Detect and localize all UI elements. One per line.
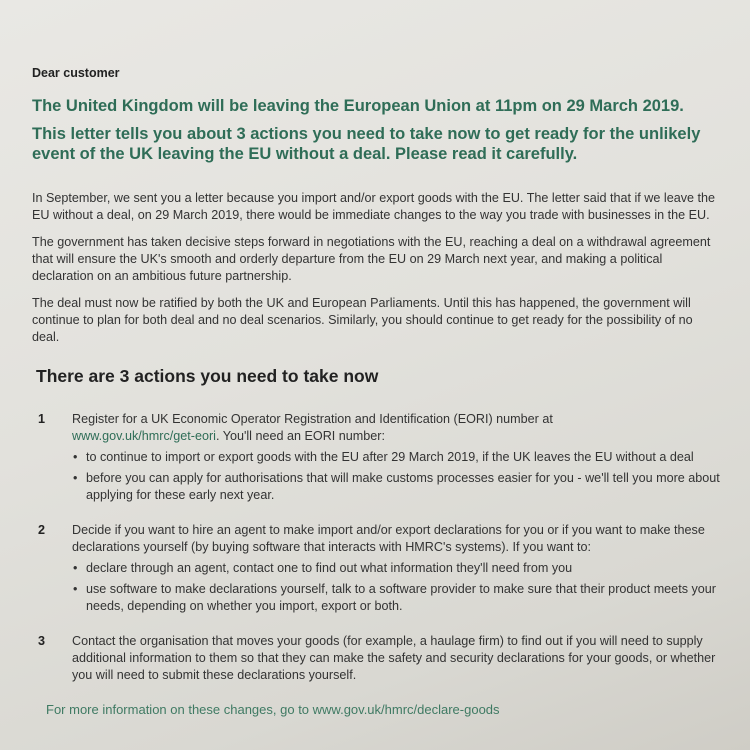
footer-more-info: For more information on these changes, go to www.gov.uk/hmrc/declare-goods — [46, 702, 500, 717]
headline-leaving-eu: The United Kingdom will be leaving the European Union at 11pm on 29 March 2019. — [32, 97, 684, 115]
action-item-3 — [32, 633, 720, 684]
action-item-1 — [32, 411, 720, 508]
section-title: There are 3 actions you need to take now — [36, 366, 379, 386]
bullet-list — [72, 560, 720, 615]
paragraph-government-deal: The government has taken decisive steps forward in negotiations with the EU, reaching a deal on a withdrawal agreement that will ensure the UK's smooth and orderly departure from the EU on 29 March next year, and making a political declaration on an ambitious future partnership. — [32, 235, 711, 283]
bullet-item: • to continue to import or export goods with the EU after 29 March 2019, if the UK leaves the EU without a deal — [72, 449, 720, 466]
headline-actions-intro: This letter tells you about 3 actions you need to take now to get ready for the unlikely event of the UK leaving the EU without a deal. Please read it carefully. — [32, 125, 701, 163]
bullet-item: • before you can apply for authorisations that will make customs processes easier for you - we'll tell you more about applying for these early next year. — [72, 470, 720, 504]
action-body — [72, 633, 720, 684]
action-body — [72, 411, 720, 508]
bullet-item: • declare through an agent, contact one to find out what information they'll need from you — [72, 560, 720, 577]
bullet-item: • use software to make declarations yourself, talk to a software provider to make sure that their product meets your needs, depending on whether you import, export or both. — [72, 581, 720, 615]
action-text: Decide if you want to hire an agent to make import and/or export declarations for you or if you want to make these declarations yourself (by buying software that interacts with HMRC's systems). If you want to: — [72, 523, 705, 554]
bullet-list — [72, 449, 720, 504]
salutation: Dear customer — [32, 66, 120, 80]
action-text: Contact the organisation that moves your goods (for example, a haulage firm) to find out if you will need to supply additional information to them so that they can make the safety and security declarations for your goods, or whether you will need to submit these declarations yourself. — [72, 634, 716, 682]
action-number: 3 — [38, 634, 46, 648]
eori-link[interactable]: www.gov.uk/hmrc/get-eori — [72, 429, 216, 443]
action-number: 2 — [38, 523, 46, 537]
paragraph-ratification: The deal must now be ratified by both the UK and European Parliaments. Until this has happened, the government will continue to plan for both deal and no deal scenarios. Similarly, you should continue to get ready for the possibility of no deal. — [32, 296, 693, 344]
action-item-2 — [32, 522, 720, 619]
action-number: 1 — [38, 412, 46, 426]
paragraph-september-letter: In September, we sent you a letter because you import and/or export goods with the EU. The letter said that if we leave the EU without a deal, on 29 March 2019, there would be immediate changes to the way you trade with businesses in the EU. — [32, 191, 716, 222]
action-text-continued: . You'll need an EORI number: — [215, 429, 385, 443]
action-body — [72, 522, 720, 619]
action-text: Register for a UK Economic Operator Registration and Identification (EORI) number at — [72, 412, 553, 426]
